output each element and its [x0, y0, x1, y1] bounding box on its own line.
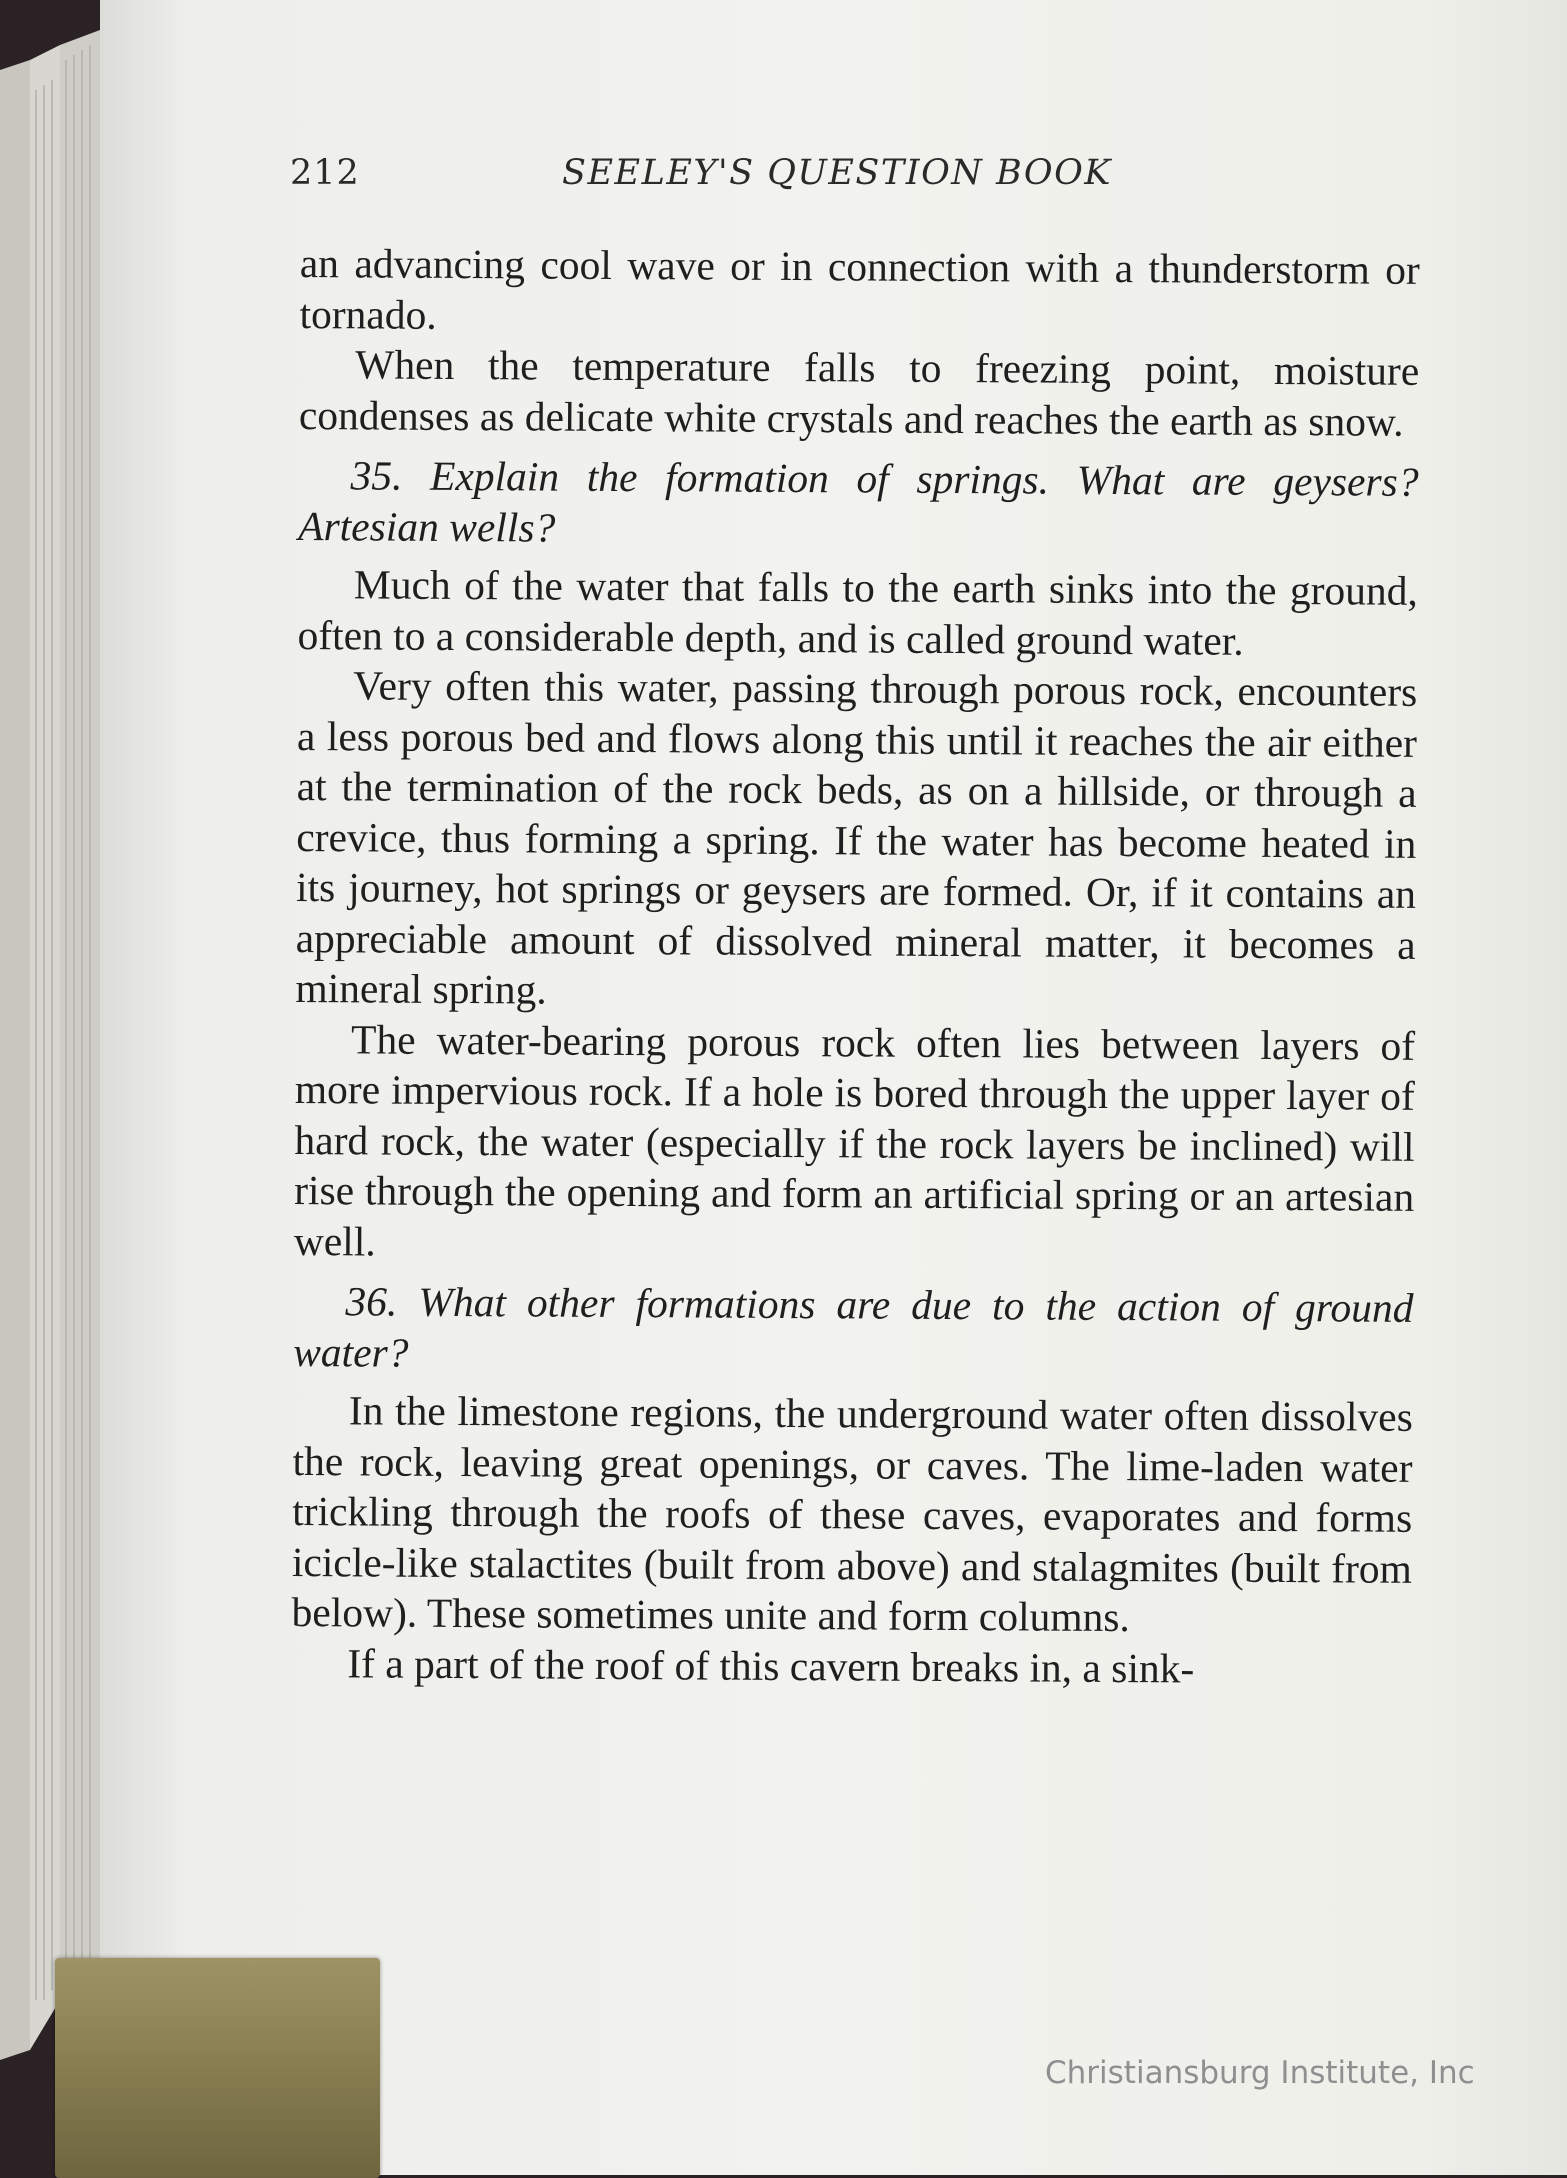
paragraph-continuation: an advancing cool wave or in connection with a thunderstorm or tornado.	[299, 239, 1420, 338]
paragraph-snow: When the temperature falls to freezing point, moisture condenses as delicate white crystals and reaches the earth as snow.	[298, 341, 1420, 445]
paragraph-sinkhole: If a part of the roof of this cavern breaks in, a sink-	[347, 1639, 1195, 1691]
paragraph-caves: In the limestone regions, the underground water often dissolves the rock, leaving great openings, or caves. The lime-laden water trickling through the roofs of these caves, evaporates and forms icicle-like stalactites (built from above) and stalagmites (built from below). These sometimes unite and form columns.	[291, 1387, 1413, 1641]
page-number: 212	[290, 153, 360, 193]
paragraph-artesian-wells: The water-bearing porous rock often lies between layers of more impervious rock. If a hole is bored through the upper layer of hard rock, the water (especially if the rock layers be inclined) will rise through the opening and form an artificial spring or an artesian well.	[293, 1015, 1416, 1264]
binding-block	[55, 1958, 380, 2178]
watermark: Christiansburg Institute, Inc	[1045, 2055, 1475, 2091]
running-title: SEELEY'S QUESTION BOOK	[562, 153, 1112, 193]
question-35: 35. Explain the formation of springs. What are geysers? Artesian wells?	[298, 452, 1419, 551]
question-36: 36. What other formations are due to the action of ground water?	[293, 1278, 1414, 1376]
page-body	[291, 238, 1420, 1695]
paragraph-ground-water: Much of the water that falls to the earth sinks into the ground, often to a considerable depth, and is called ground water.	[297, 561, 1419, 664]
page-header	[290, 153, 1420, 203]
paragraph-springs: Very often this water, passing through porous rock, encounters a less porous bed and flows along this until it reaches the air either at the termination of the rock beds, as on a hillside, or through a crevice, thus forming a spring. If the water has become heated in its journey, hot springs or geysers are formed. Or, if it contains an appreciable amount of dissolved mineral matter, it becomes a mineral spring.	[295, 662, 1418, 1013]
